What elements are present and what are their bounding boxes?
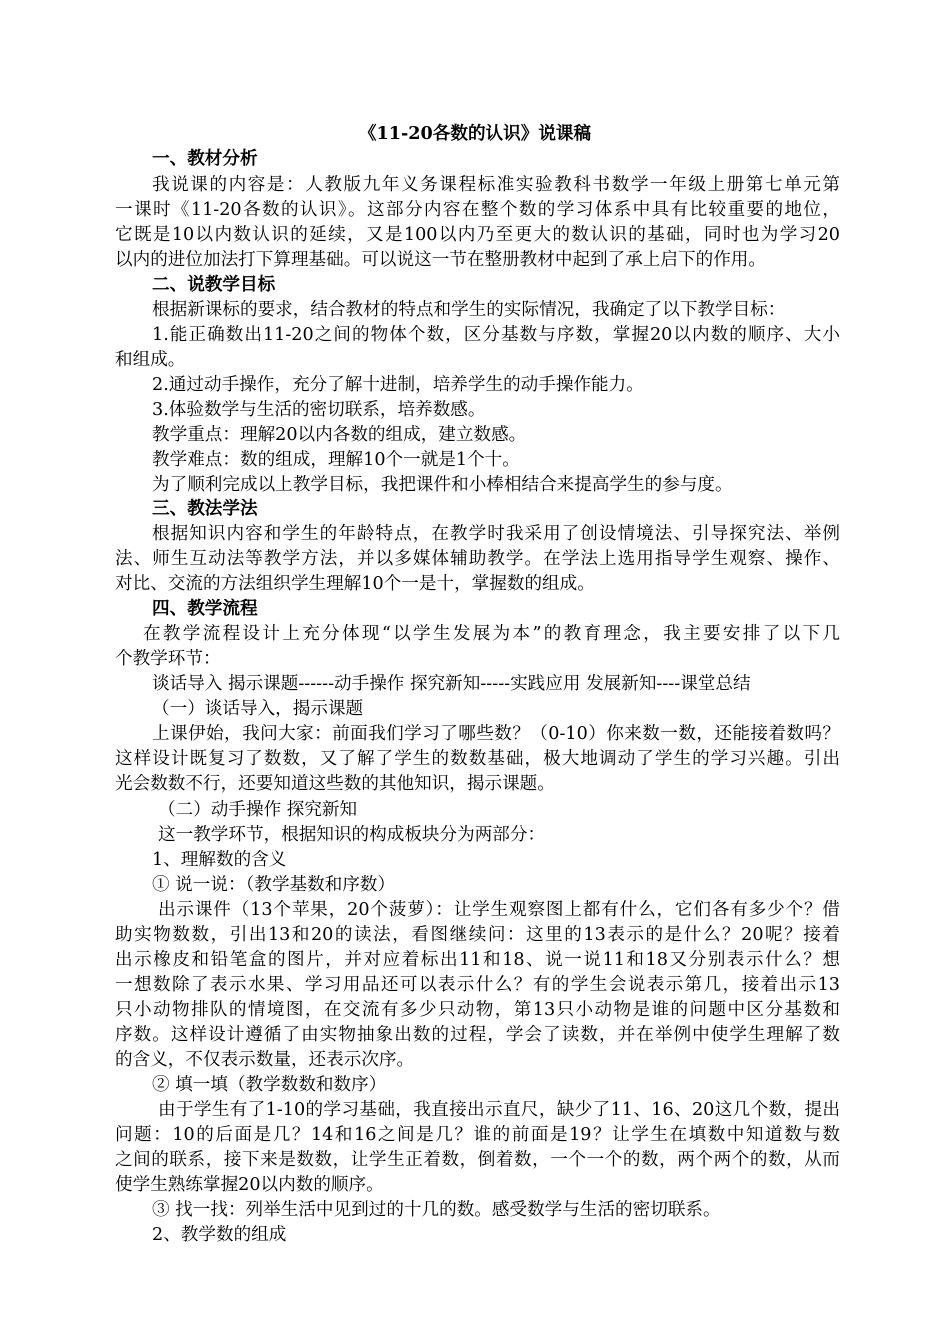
- paragraph-line: 出示橡皮和铅笔盒的图片，并对应着标出11和18、说一说11和18又分别表示什么？想: [115, 950, 840, 970]
- section-heading: 二、说教学目标: [152, 274, 276, 295]
- paragraph-line: 以内的进位加法打下算理基础。可以说这一节在整册教材中起到了承上启下的作用。: [115, 250, 766, 270]
- paragraph-line: 由于学生有了1-10的学习基础，我直接出示直尺，缺少了11、16、20这几个数，提出: [158, 1100, 840, 1120]
- paragraph-line: 一课时《11-20各数的认识》。这部分内容在整个数的学习体系中具有比较重要的地位，: [115, 200, 840, 220]
- paragraph-line: 2.通过动手操作，充分了解十进制，培养学生的动手操作能力。: [152, 375, 644, 395]
- subsection-heading: 1、理解数的含义: [152, 850, 287, 870]
- paragraph-line: 助实物数数，引出13和20的读法，看图继续问：这里的13表示的是什么？20呢？接着: [115, 925, 840, 945]
- paragraph-line: 根据知识内容和学生的年龄特点，在教学时我采用了创设情境法、引导探究法、举例: [152, 524, 840, 544]
- paragraph-line: 和组成。: [115, 350, 186, 370]
- paragraph-line: 我说课的内容是：人教版九年义务课程标准实验教科书数学一年级上册第七单元第: [152, 175, 840, 195]
- paragraph-line: ② 填一填（教学数数和数序）: [152, 1075, 387, 1095]
- section-heading: 三、教法学法: [152, 498, 258, 519]
- paragraph-line: 3.体验数学与生活的密切联系，培养数感。: [152, 400, 486, 420]
- paragraph-line: 一想数除了表示水果、学习用品还可以表示什么？有的学生会说表示第几，接着出示13: [115, 975, 840, 995]
- paragraph-line: 为了顺利完成以上教学目标，我把课件和小棒相结合来提高学生的参与度。: [152, 475, 733, 495]
- section-heading: 四、教学流程: [152, 598, 258, 619]
- paragraph-line: 问题：10的后面是几？14和16之间是几？谁的前面是19？让学生在填数中知道数与数: [115, 1125, 840, 1145]
- paragraph-line: 光会数数不行，还要知道这些数的其他知识，揭示课题。: [115, 774, 555, 794]
- paragraph-line: 对比、交流的方法组织学生理解10个一是十，掌握数的组成。: [115, 574, 595, 594]
- subsection-heading: （二）动手操作 探究新知: [158, 800, 358, 820]
- subsection-heading: 2、教学数的组成: [152, 1225, 287, 1245]
- paragraph-line: 这一教学环节，根据知识的构成板块分为两部分：: [158, 825, 546, 845]
- paragraph-line: 法、师生互动法等教学方法，并以多媒体辅助教学。在学法上选用指导学生观察、操作、: [115, 549, 840, 569]
- paragraph-line: 它既是10以内数认识的延续，又是100以内乃至更大的数认识的基础，同时也为学习20: [115, 225, 840, 245]
- paragraph-line: ③ 找一找：列举生活中见到过的十几的数。感受数学与生活的密切联系。: [152, 1200, 721, 1220]
- document-title: 《11-20各数的认识》说课稿: [358, 123, 592, 144]
- paragraph-line: 根据新课标的要求，结合教材的特点和学生的实际情况，我确定了以下教学目标：: [152, 300, 786, 320]
- paragraph-line: 1.能正确数出11-20之间的物体个数，区分基数与序数，掌握20以内数的顺序、大小: [152, 325, 840, 345]
- paragraph-line: 使学生熟练掌握20以内数的顺序。: [115, 1175, 384, 1195]
- paragraph-line: ① 说一说：（教学基数和序数）: [152, 875, 396, 895]
- paragraph-line: 之间的联系，接下来是数数，让学生正着数，倒着数，一个一个的数，两个两个的数，从而: [115, 1150, 840, 1170]
- paragraph-line: 的含义，不仅表示数量，还表示次序。: [115, 1050, 415, 1070]
- paragraph-line: 在教学流程设计上充分体现“以学生发展为本”的教育理念，我主要安排了以下几: [143, 624, 840, 644]
- paragraph-line: 上课伊始，我问大家：前面我们学习了哪些数？（0-10）你来数一数，还能接着数吗？: [152, 724, 840, 744]
- paragraph-line: 谈话导入 揭示课题------动手操作 探究新知-----实践应用 发展新知----课堂总结: [152, 674, 751, 694]
- paragraph-line: 序数。这样设计遵循了由实物抽象出数的过程，学会了读数，并在举例中使学生理解了数: [115, 1025, 840, 1045]
- paragraph-line: 个教学环节：: [115, 649, 221, 669]
- paragraph-line: 教学重点：理解20以内各数的组成，建立数感。: [152, 425, 527, 445]
- paragraph-line: 只小动物排队的情境图，在交流有多少只动物，第13只小动物是谁的问题中区分基数和: [115, 1000, 840, 1020]
- paragraph-line: 教学难点：数的组成，理解10个一就是1个十。: [152, 450, 520, 470]
- subsection-heading: （一）谈话导入，揭示课题: [152, 699, 364, 719]
- paragraph-line: 这样设计既复习了数数，又了解了学生的数数基础，极大地调动了学生的学习兴趣。引出: [115, 749, 840, 769]
- paragraph-line: 出示课件（13个苹果，20个菠萝）：让学生观察图上都有什么，它们各有多少个？借: [158, 900, 840, 920]
- section-heading: 一、教材分析: [152, 148, 258, 169]
